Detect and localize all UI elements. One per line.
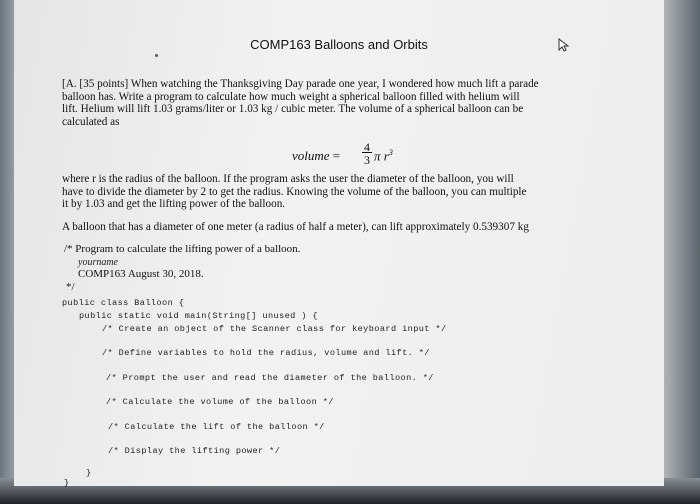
problem-paragraph [62,78,622,128]
equation-lhs: volume = [292,148,341,163]
paragraph-line: have to divide the diameter by 2 to get the radius. Knowing the volume of the balloon, you can multiple [62,185,527,198]
code-comment-lift: /* Calculate the lift of the balloon */ [108,422,325,432]
yourname-placeholder: yourname [78,257,118,268]
code-line-main: public static void main(String[] unused ) { [79,311,318,321]
paragraph-line: where r is the radius of the balloon. If the program asks the user the diameter of the balloon, you will [62,173,514,185]
equation-rhs: π $r^3$ [374,148,393,164]
code-comment-volume: /* Calculate the volume of the balloon */ [106,397,334,407]
paragraph-line: it by 1.03 and get the lifting power of the balloon. [62,198,286,211]
fraction-numerator: 4 [364,140,370,154]
stray-dot [155,54,158,57]
code-comment-scanner: /* Create an object of the Scanner class for keyboard input */ [102,324,447,334]
course-date: COMP163 August 30, 2018. [78,268,204,280]
paragraph-line: balloon has. Write a program to calculate how much weight a spherical balloon filled with helium will [62,90,520,103]
mouse-cursor-icon [558,38,570,52]
code-comment-close: */ [66,281,75,293]
code-line-class: public class Balloon { [62,298,185,308]
paragraph-line: lift. Helium will lift 1.03 grams/liter or 1.03 kg / cubic meter. The volume of a spherical balloon can be [62,103,524,116]
fraction [362,140,372,168]
paper-page [14,0,664,486]
code-comment-variables: /* Define variables to hold the radius, volume and lift. */ [102,348,430,358]
explanation-paragraph [62,173,622,211]
code-close-brace-method: } [86,468,92,478]
photo-edge-right [660,0,700,504]
page-title: COMP163 Balloons and Orbits [250,37,428,52]
code-comment-prompt: /* Prompt the user and read the diameter of the balloon. */ [106,373,434,383]
paragraph-line: [A. [35 points] When watching the Thanksgiving Day parade one year, I wondered how much lift a parade [62,78,539,90]
code-close-brace-class: } [64,478,70,488]
code-comment-open: /* Program to calculate the lifting power of a balloon. [64,243,301,255]
example-paragraph: A balloon that has a diameter of one meter (a radius of half a meter), can lift approximately 0.539307 kg [62,221,529,233]
fraction-denominator: 3 [364,153,370,167]
paragraph-line: calculated as [62,115,120,128]
code-comment-display: /* Display the lifting power */ [108,446,281,456]
